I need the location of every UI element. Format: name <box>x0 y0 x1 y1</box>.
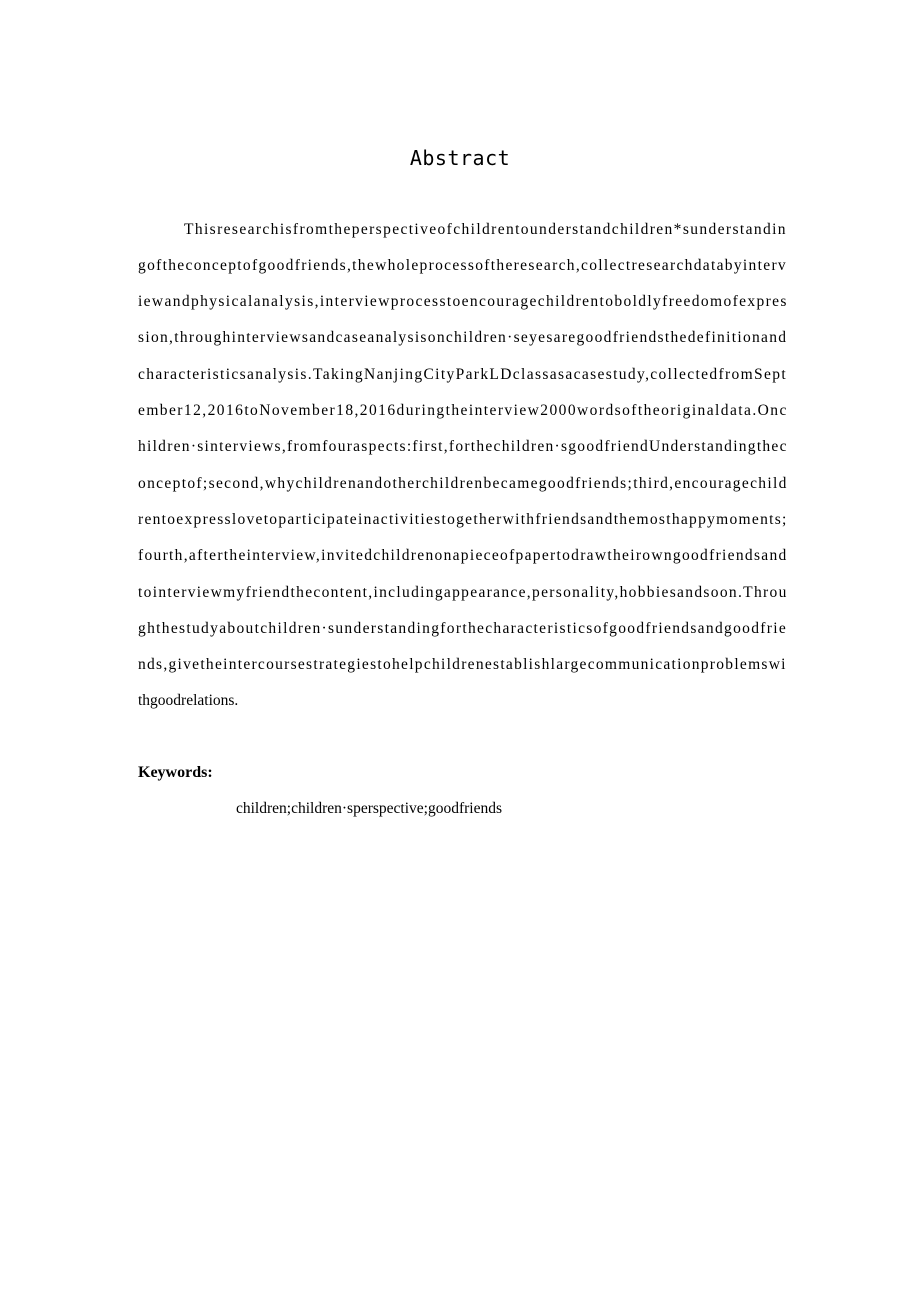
abstract-line: ghthestudyaboutchildren·sunderstandingforthecharacteristicsofgoodfriendsandgoodfrie <box>138 620 788 637</box>
abstract-line: tointerviewmyfriendthecontent,includingappearance,personality,hobbiesandsoon.Throu <box>138 584 788 601</box>
abstract-line: rentoexpresslovetoparticipateinactivitiestogetherwithfriendsandthemosthappymoments; <box>138 511 788 528</box>
abstract-line: Thisresearchisfromtheperspectiveofchildrentounderstandchildren*sunderstandin <box>184 221 787 238</box>
abstract-line: thgoodrelations. <box>138 692 239 709</box>
abstract-line: goftheconceptofgoodfriends,thewholeprocessoftheresearch,collectresearchdatabyinterv <box>138 257 787 274</box>
abstract-line: fourth,aftertheinterview,invitedchildrenonapieceofpapertodrawtheirowngoodfriendsand <box>138 547 788 564</box>
abstract-line: sion,throughinterviewsandcaseanalysisonchildren·seyesaregoodfriendsthedefinitionand <box>138 329 788 346</box>
abstract-line: characteristicsanalysis.TakingNanjingCityParkLDclassasacasestudy,collectedfromSept <box>138 366 788 383</box>
abstract-line: onceptof;second,whychildrenandotherchildrenbecamegoodfriends;third,encouragechild <box>138 475 788 492</box>
abstract-line: iewandphysicalanalysis,interviewprocesstoencouragechildrentoboldlyfreedomofexpres <box>138 293 788 310</box>
keywords-label: Keywords: <box>138 764 213 781</box>
abstract-line: nds,givetheintercoursestrategiestohelpchildrenestablishlargecommunicationproblemswi <box>138 656 787 673</box>
keywords-text: children;children·sperspective;goodfriends <box>236 800 502 817</box>
abstract-line: hildren·sinterviews,fromfouraspects:first,forthechildren·sgoodfriendUnderstandingthec <box>138 438 788 455</box>
abstract-title: Abstract <box>409 146 511 170</box>
abstract-line: ember12,2016toNovember18,2016duringtheinterview2000wordsoftheoriginaldata.Onc <box>138 402 788 419</box>
